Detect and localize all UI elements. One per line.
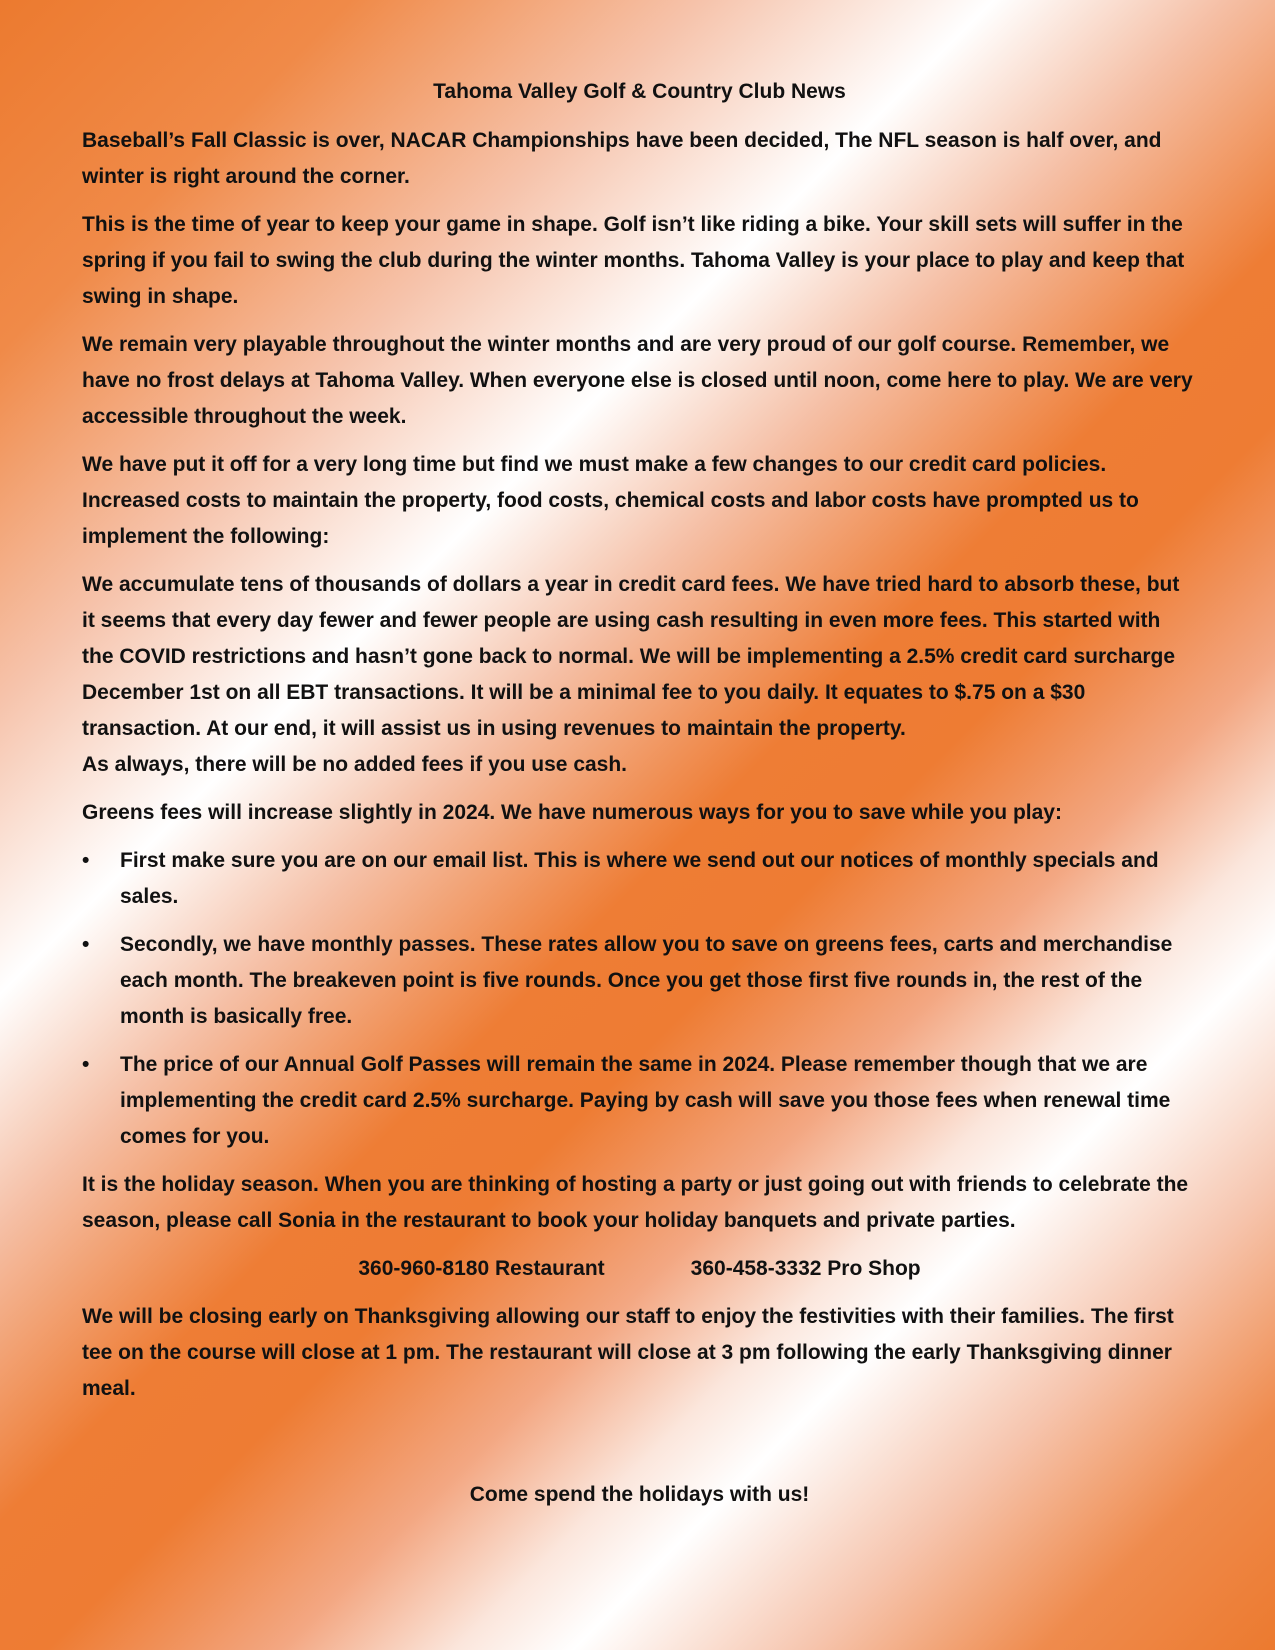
closing-line: Come spend the holidays with us! — [469, 1482, 810, 1506]
bullet-icon: • — [82, 932, 90, 956]
list-item — [82, 927, 1197, 1035]
newsletter-page — [82, 76, 1197, 1513]
savings-list — [82, 843, 1197, 1155]
intro-paragraph: Baseball’s Fall Classic is over, NACAR Championships have been decided, The NFL season is half over, and winter is right around the corner. — [82, 128, 1162, 188]
bullet-icon: • — [82, 848, 90, 872]
pro-shop-phone: 360-458-3332 Pro Shop — [690, 1256, 921, 1280]
list-item-text: First make sure you are on our email list. This is where we send out our notices of monthly specials and sales. — [120, 848, 1159, 908]
game-shape-paragraph: This is the time of year to keep your game in shape. Golf isn’t like riding a bike. Your skill sets will suffer in the spring if you fail to swing the club during the winter months. Tahoma Valley is your place to play and keep that swing in shape. — [82, 212, 1185, 308]
holiday-paragraph: It is the holiday season. When you are thinking of hosting a party or just going out with friends to celebrate the season, please call Sonia in the restaurant to book your holiday banquets and private parties. — [82, 1172, 1189, 1232]
thanksgiving-paragraph: We will be closing early on Thanksgiving allowing our staff to enjoy the festivities with their families. The first tee on the course will close at 1 pm. The restaurant will close at 3 pm following the early Thanksgiving dinner meal. — [82, 1304, 1174, 1400]
cash-note-paragraph: As always, there will be no added fees if you use cash. — [82, 752, 628, 776]
greens-fees-paragraph: Greens fees will increase slightly in 2024. We have numerous ways for you to save while you play: — [82, 800, 1062, 824]
list-item — [82, 1047, 1197, 1155]
newsletter-title: Tahoma Valley Golf & Country Club News — [433, 80, 846, 103]
playable-paragraph: We remain very playable throughout the winter months and are very proud of our golf course. Remember, we have no frost delays at Tahoma Valley. When everyone else is closed until noon, come here to play. We are very accessible throughout the week. — [82, 332, 1193, 428]
list-item — [82, 843, 1197, 915]
policy-change-paragraph: We have put it off for a very long time but find we must make a few changes to our credit card policies. Increased costs to maintain the property, food costs, chemical costs and labor costs have prompted us to implement the following: — [82, 452, 1139, 548]
list-item-text: The price of our Annual Golf Passes will remain the same in 2024. Please remember though that we are implementing the credit card 2.5% surcharge. Paying by cash will save you those fees when renewal time comes for you. — [120, 1052, 1171, 1148]
phone-numbers — [82, 1251, 1197, 1287]
surcharge-paragraph: We accumulate tens of thousands of dollars a year in credit card fees. We have tried hard to absorb these, but it seems that every day fewer and fewer people are using cash resulting in even more fees. This started with the COVID restrictions and hasn’t gone back to normal. We will be implementing a 2.5% credit card surcharge December 1st on all EBT transactions. It will be a minimal fee to you daily. It equates to $.75 on a $30 transaction. At our end, it will assist us in using revenues to maintain the property. — [82, 572, 1180, 740]
list-item-text: Secondly, we have monthly passes. These rates allow you to save on greens fees, carts and merchandise each month. The breakeven point is five rounds. Once you get those first five rounds in, the rest of the month is basically free. — [120, 932, 1173, 1028]
restaurant-phone: 360-960-8180 Restaurant — [358, 1256, 605, 1280]
bullet-icon: • — [82, 1052, 90, 1076]
